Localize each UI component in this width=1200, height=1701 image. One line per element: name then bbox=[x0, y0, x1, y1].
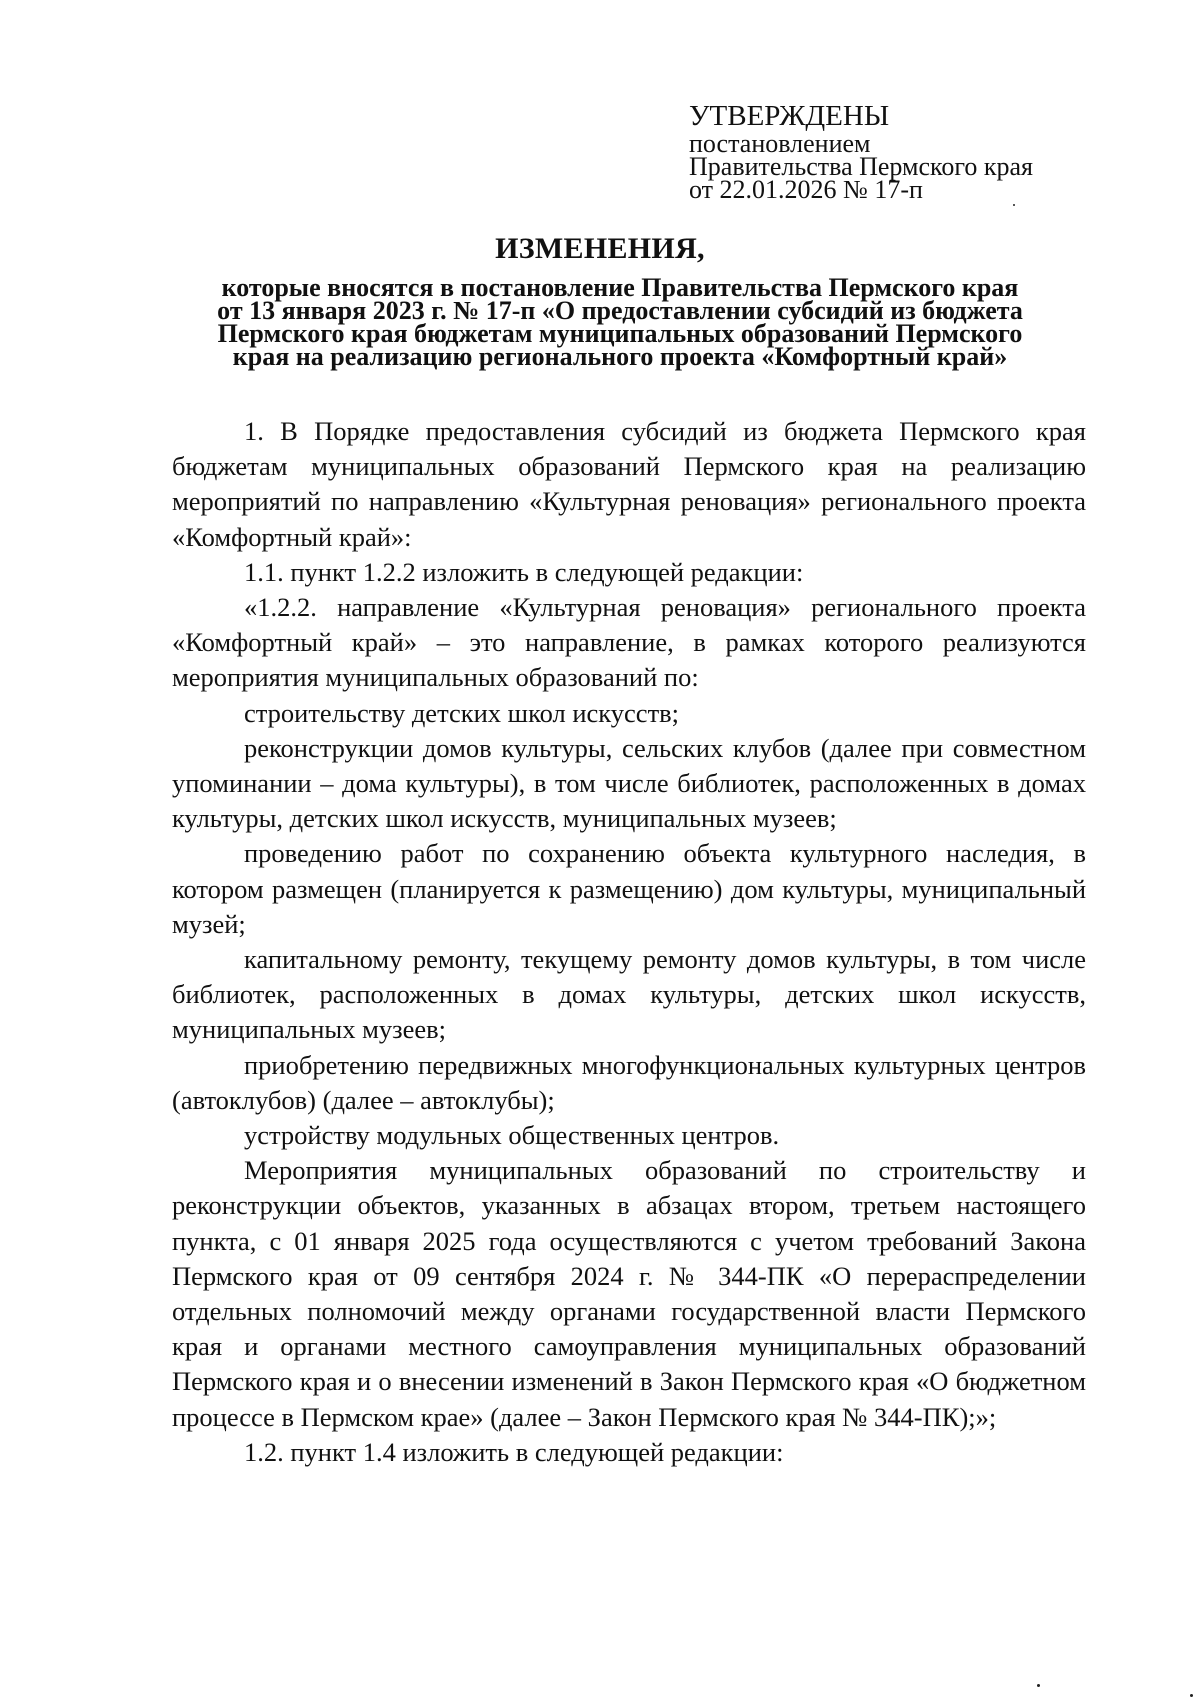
paragraph: «1.2.2. направление «Культурная реновация» регионального проекта «Комфортный край» – это направление, в рамках которого реализуются мероприятия муниципальных образований по: bbox=[172, 592, 1086, 693]
paragraph: 1.2. пункт 1.4 изложить в следующей редакции: bbox=[244, 1436, 784, 1467]
document-body bbox=[172, 414, 1086, 1470]
paragraph: реконструкции домов культуры, сельских клубов (далее при совместном упоминании – дома культуры), в том числе библиотек, расположенных в домах культуры, детских школ искусств, муниципальных музеев; bbox=[172, 732, 1086, 834]
document-title: ИЗМЕНЕНИЯ, bbox=[495, 232, 705, 265]
approval-line: от 22.01.2026 № 17-п bbox=[689, 175, 923, 204]
paragraph: Мероприятия муниципальных образований по строительству и реконструкции объектов, указанных в абзацах втором, третьем настоящего пункта, с 01 января 2025 года осуществляются с учетом требований Закона Пермского края от 09 сентября 2024 г. № 344-ПК «О перераспределении отдельных полномочий между органами государственной власти Пермского края и органами местного самоуправления муниципальных образований Пермского края и о внесении изменений в Закон Пермского края «О бюджетном процессе в Пермском крае» (далее – Закон Пермского края № 344-ПК);»; bbox=[172, 1155, 1086, 1432]
scan-speck bbox=[1013, 204, 1015, 206]
paragraph: строительству детских школ искусств; bbox=[244, 697, 680, 728]
approval-line: Правительства Пермского края bbox=[689, 152, 1033, 181]
subtitle-line: края на реализацию регионального проекта «Комфортный край» bbox=[232, 342, 1008, 371]
paragraph: 1.1. пункт 1.2.2 изложить в следующей редакции: bbox=[244, 556, 804, 587]
scan-speck bbox=[1037, 1684, 1040, 1687]
paragraph: 1. В Порядке предоставления субсидий из бюджета Пермского края бюджетам муниципальных образований Пермского края на реализацию мероприятий по направлению «Культурная реновация» регионального проекта «Комфортный край»: bbox=[172, 416, 1086, 552]
approval-heading: УТВЕРЖДЕНЫ bbox=[689, 100, 890, 132]
paragraph: приобретению передвижных многофункциональных культурных центров (автоклубов) (далее – автоклубы); bbox=[172, 1049, 1086, 1115]
scan-speck bbox=[1190, 1694, 1193, 1697]
subtitle-line: Пермского края бюджетам муниципальных образований Пермского bbox=[217, 319, 1023, 348]
paragraph: капитальному ремонту, текущему ремонту домов культуры, в том числе библиотек, расположенных в домах культуры, детских школ искусств, муниципальных музеев; bbox=[172, 944, 1086, 1045]
document-subtitle bbox=[170, 273, 1070, 371]
approval-stamp-block bbox=[689, 100, 1033, 204]
paragraph: проведению работ по сохранению объекта культурного наследия, в котором размещен (планируется к размещению) дом культуры, муниципальный музей; bbox=[172, 838, 1086, 939]
subtitle-line: от 13 января 2023 г. № 17-п «О предоставлении субсидий из бюджета bbox=[217, 296, 1023, 325]
subtitle-line: которые вносятся в постановление Правительства Пермского края bbox=[221, 273, 1019, 302]
paragraph: устройству модульных общественных центров. bbox=[244, 1120, 780, 1151]
approval-line: постановлением bbox=[689, 129, 871, 158]
